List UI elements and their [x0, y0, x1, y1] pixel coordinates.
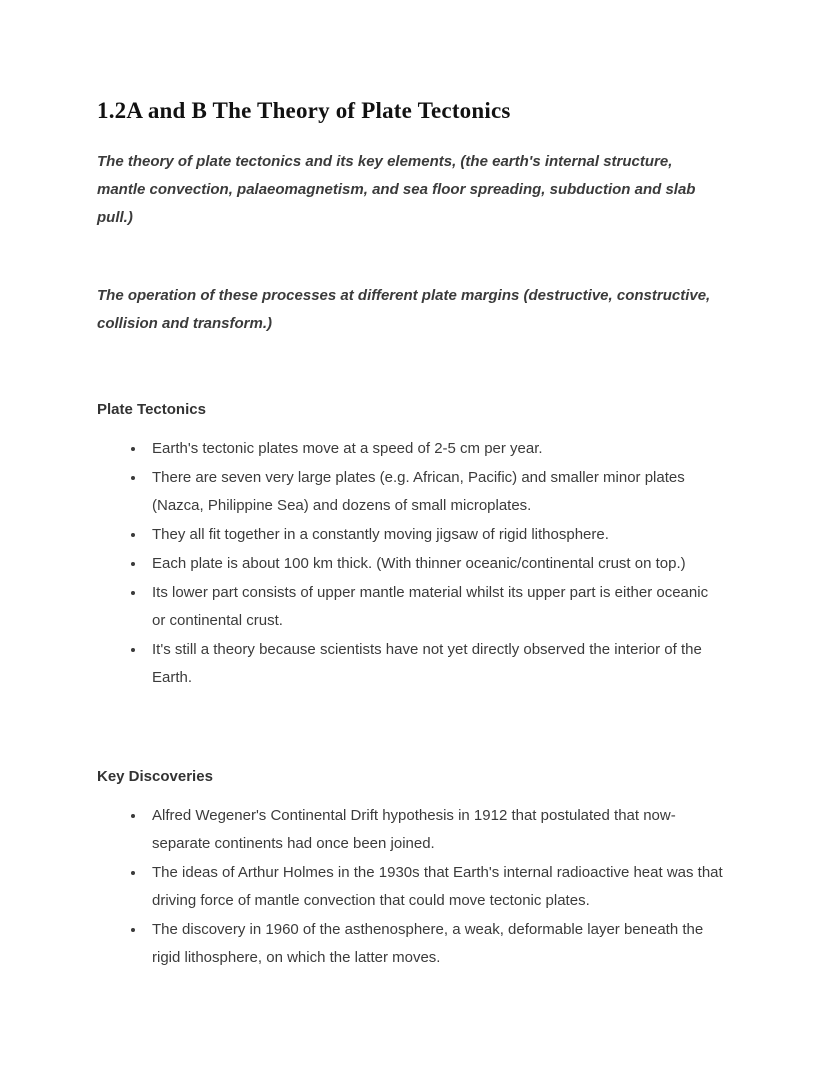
- list-item: • It's still a theory because scientists have not yet directly observed the interior of the Earth.: [146, 635, 724, 692]
- intro-paragraph-plate-margins: The operation of these processes at different plate margins (destructive, constructive, collision and transform.): [97, 287, 711, 332]
- list-item: • Earth's tectonic plates move at a speed of 2-5 cm per year.: [146, 434, 724, 463]
- section-heading-key-discoveries: Key Discoveries: [97, 768, 213, 785]
- list-item: • Its lower part consists of upper mantle material whilst its upper part is either oceanic or continental crust.: [146, 578, 724, 635]
- list-item: • They all fit together in a constantly moving jigsaw of rigid lithosphere.: [146, 520, 724, 549]
- bullet-list-key-discoveries: [97, 801, 724, 972]
- list-item: • The discovery in 1960 of the asthenosphere, a weak, deformable layer beneath the rigid lithosphere, on which the latter moves.: [146, 915, 724, 972]
- bullet-list-plate-tectonics: [97, 434, 724, 692]
- list-item: • Alfred Wegener's Continental Drift hypothesis in 1912 that postulated that now-separate continents had once been joined.: [146, 801, 724, 858]
- section-heading-plate-tectonics: Plate Tectonics: [97, 401, 206, 418]
- list-item: • Each plate is about 100 km thick. (With thinner oceanic/continental crust on top.): [146, 549, 724, 578]
- list-item: • There are seven very large plates (e.g. African, Pacific) and smaller minor plates (Nazca, Philippine Sea) and dozens of small microplates.: [146, 463, 724, 520]
- intro-paragraph-key-elements: The theory of plate tectonics and its key elements, (the earth's internal structure, mantle convection, palaeomagnetism, and sea floor spreading, subduction and slab pull.): [97, 153, 696, 226]
- page-title: 1.2A and B The Theory of Plate Tectonics: [97, 98, 511, 123]
- list-item: • The ideas of Arthur Holmes in the 1930s that Earth's internal radioactive heat was that driving force of mantle convection that could move tectonic plates.: [146, 858, 724, 915]
